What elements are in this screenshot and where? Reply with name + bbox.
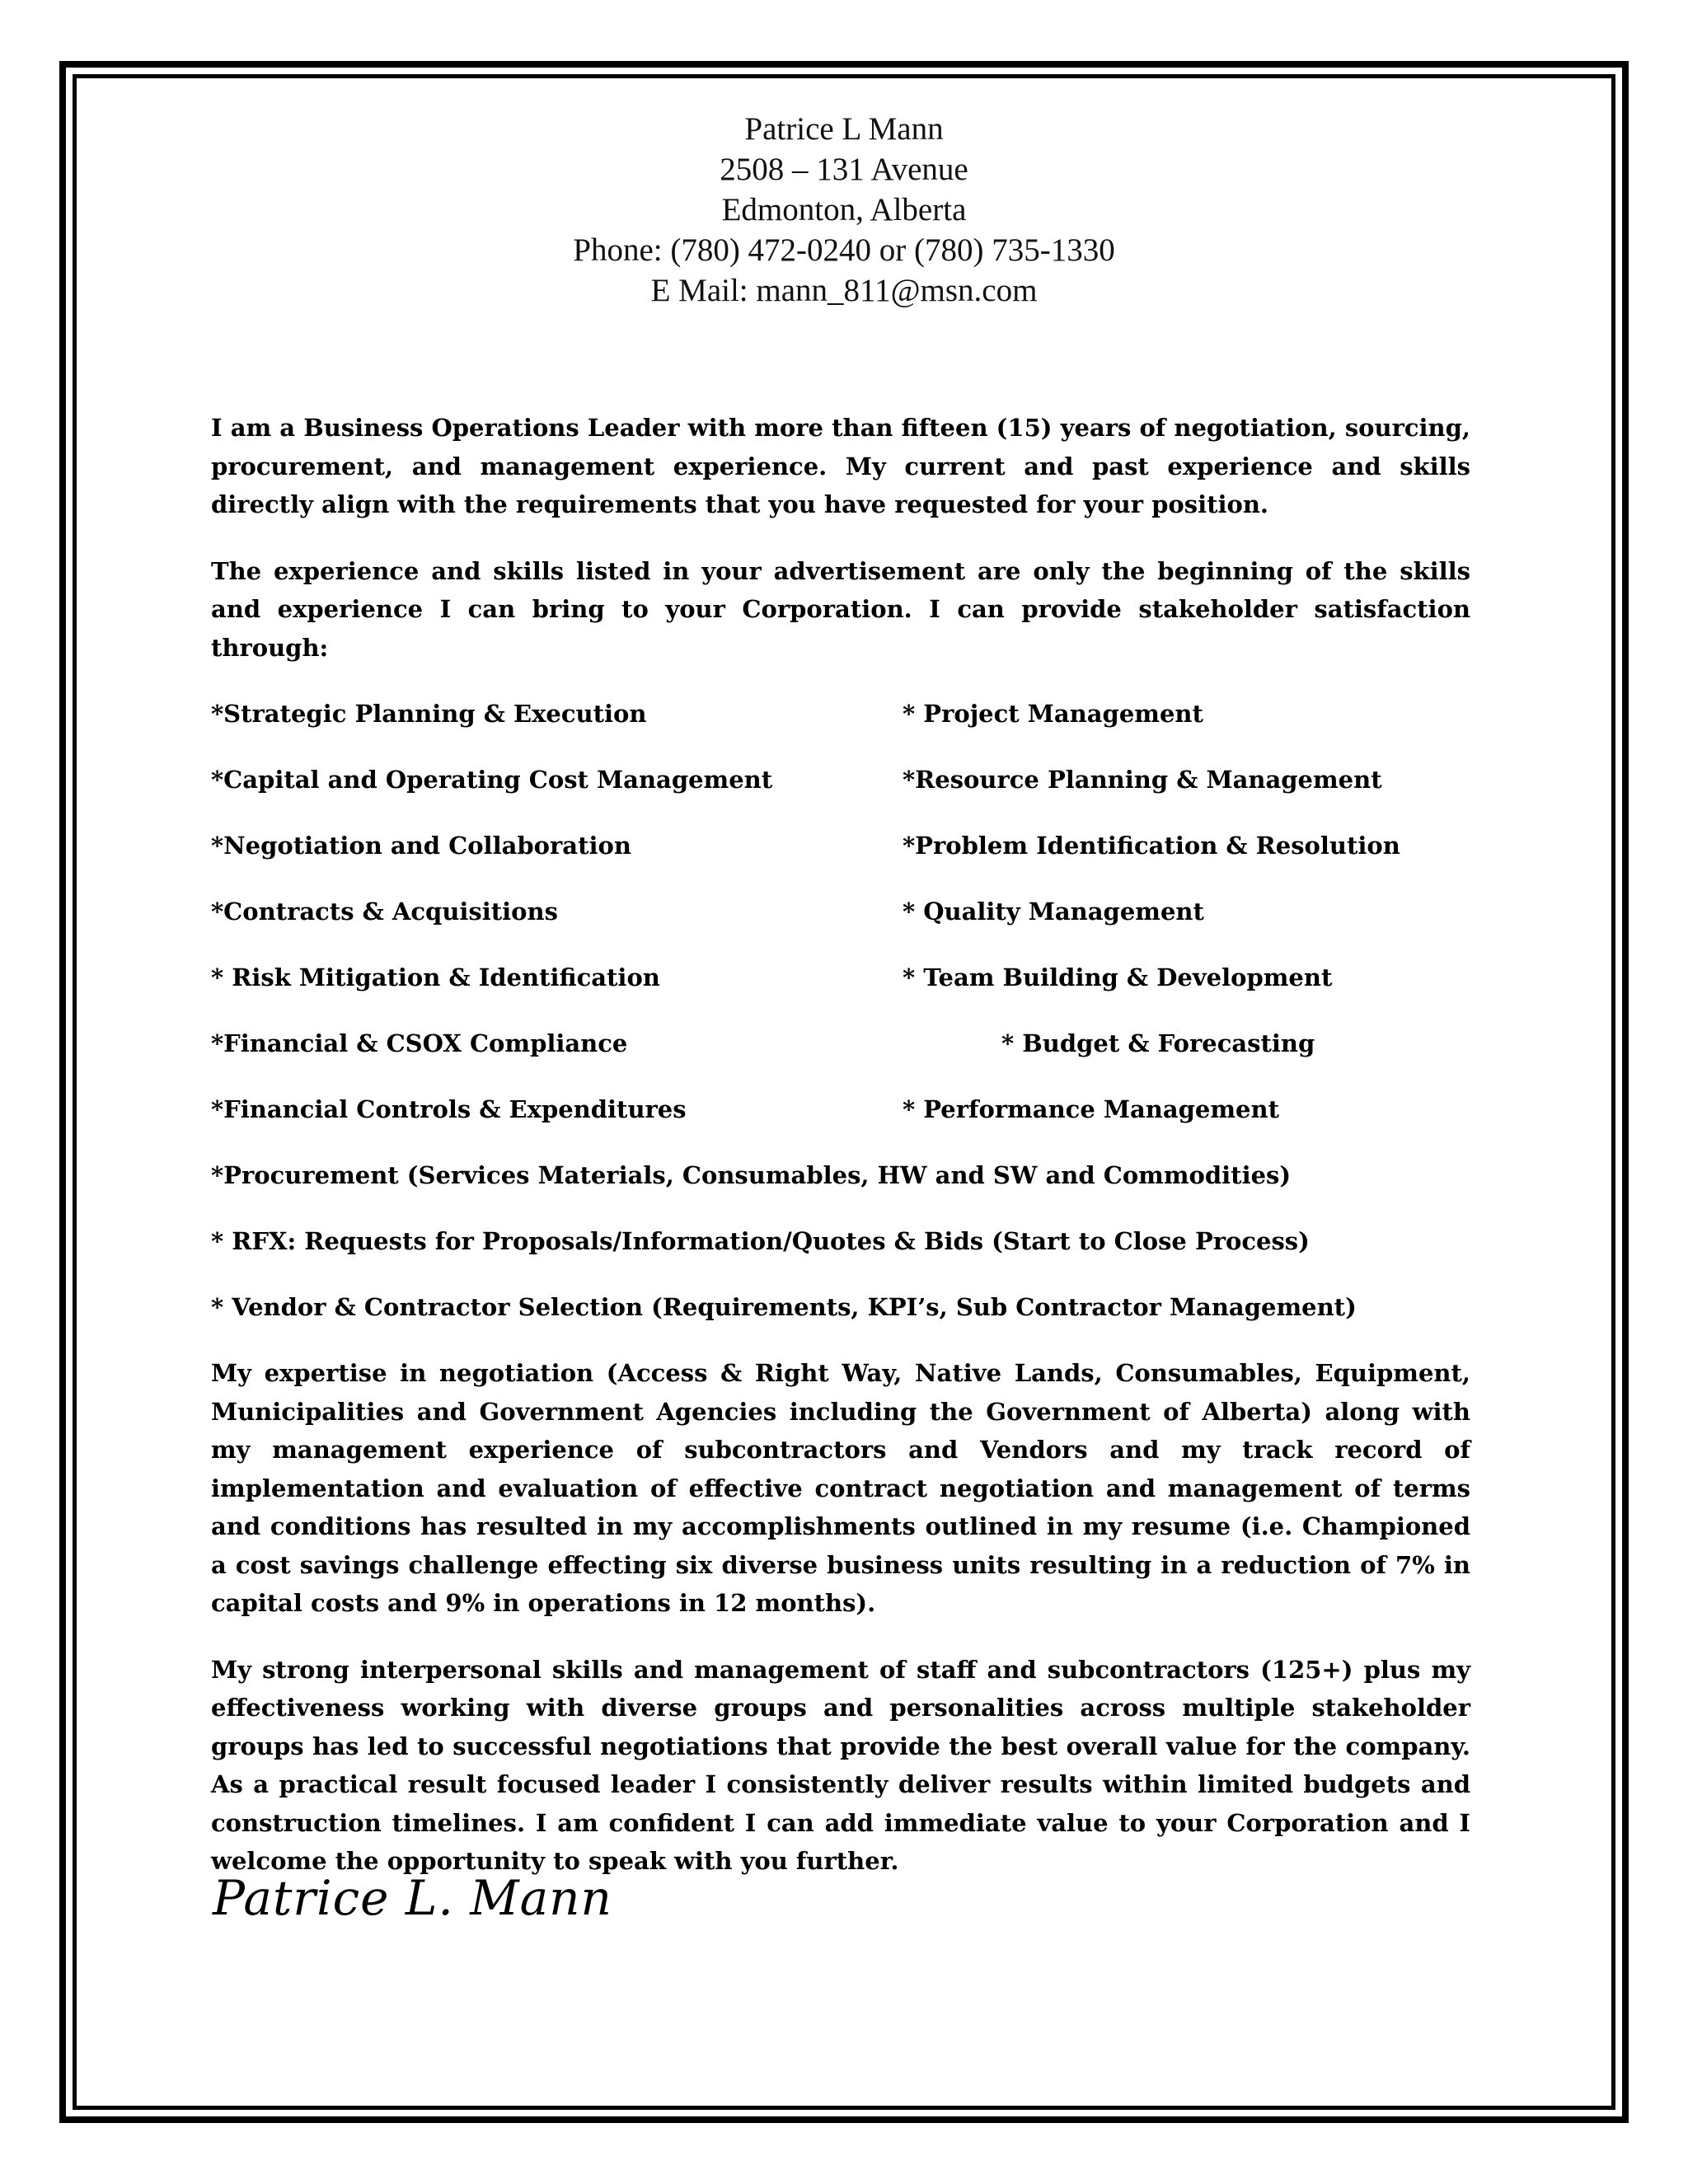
sender-email: E Mail: mann_811@msn.com xyxy=(650,273,1038,308)
sender-name: Patrice L Mann xyxy=(744,111,944,147)
skill-item: *Capital and Operating Cost Management xyxy=(211,766,773,794)
letterhead xyxy=(0,109,1688,311)
skill-item: *Problem Identification & Resolution xyxy=(903,832,1400,860)
skill-item: *Financial & CSOX Compliance xyxy=(211,1029,628,1057)
intro-paragraph: I am a Business Operations Leader with more than fifteen (15) years of negotiation, sourcing, procurement, and management experience. My current and past experience and skills directly align with the requirements that you have requested for your position. xyxy=(211,414,1470,518)
skill-item-wide: * Vendor & Contractor Selection (Requirements, KPI’s, Sub Contractor Management) xyxy=(211,1293,1357,1321)
skill-item: *Contracts & Acquisitions xyxy=(211,898,558,926)
skills-row xyxy=(211,1024,1470,1062)
skills-row xyxy=(211,827,1470,865)
skills-row xyxy=(211,695,1470,733)
skill-item: *Financial Controls & Expenditures xyxy=(211,1095,687,1123)
skill-item: * Team Building & Development xyxy=(903,963,1333,991)
skill-item: * Performance Management xyxy=(903,1095,1279,1123)
skill-item-wide: * RFX: Requests for Proposals/Information/Quotes & Bids (Start to Close Process) xyxy=(211,1227,1310,1255)
skills-intro-paragraph: The experience and skills listed in your advertisement are only the beginning of the skills and experience I can bring to your Corporation. I can provide stakeholder satisfaction through: xyxy=(211,556,1470,662)
skill-item: * Budget & Forecasting xyxy=(1001,1029,1315,1057)
skill-item: *Strategic Planning & Execution xyxy=(211,700,647,728)
handwritten-signature: Patrice L. Mann xyxy=(213,1870,612,1926)
sender-phone: Phone: (780) 472-0240 or (780) 735-1330 xyxy=(573,232,1115,268)
skills-row xyxy=(211,1090,1470,1128)
skill-item: * Risk Mitigation & Identification xyxy=(211,963,660,991)
skills-row xyxy=(211,958,1470,996)
skill-item: * Project Management xyxy=(903,700,1203,728)
closing-paragraph: My strong interpersonal skills and management of staff and subcontractors (125+) plus my effectiveness working with diverse groups and personalities across multiple stakeholder groups has led to successful negotiations that provide the best overall value for the company. As a practical result focused leader I consistently deliver results within limited budgets and construction timelines. I am confident I can add immediate value to your Corporation and I welcome the opportunity to speak with you further. xyxy=(211,1655,1470,1875)
skill-item: *Negotiation and Collaboration xyxy=(211,832,631,860)
expertise-paragraph: My expertise in negotiation (Access & Right Way, Native Lands, Consumables, Equipment, Municipalities and Government Agencies including the Government of Alberta) along with my management experience of subcontractors and Vendors and my track record of implementation and evaluation of effective contract negotiation and management of terms and conditions has resulted in my accomplishments outlined in my resume (i.e. Championed a cost savings challenge effecting six diverse business units resulting in a reduction of 7% in capital costs and 9% in operations in 12 months). xyxy=(211,1359,1470,1617)
sender-city: Edmonton, Alberta xyxy=(721,192,967,227)
skill-item: * Quality Management xyxy=(903,898,1204,926)
skill-item: *Resource Planning & Management xyxy=(903,766,1382,794)
letter-body xyxy=(211,409,1470,1881)
skill-item-wide: *Procurement (Services Materials, Consumables, HW and SW and Commodities) xyxy=(211,1161,1292,1189)
skills-row xyxy=(211,893,1470,930)
sender-address: 2508 – 131 Avenue xyxy=(720,152,968,187)
skills-row xyxy=(211,761,1470,799)
